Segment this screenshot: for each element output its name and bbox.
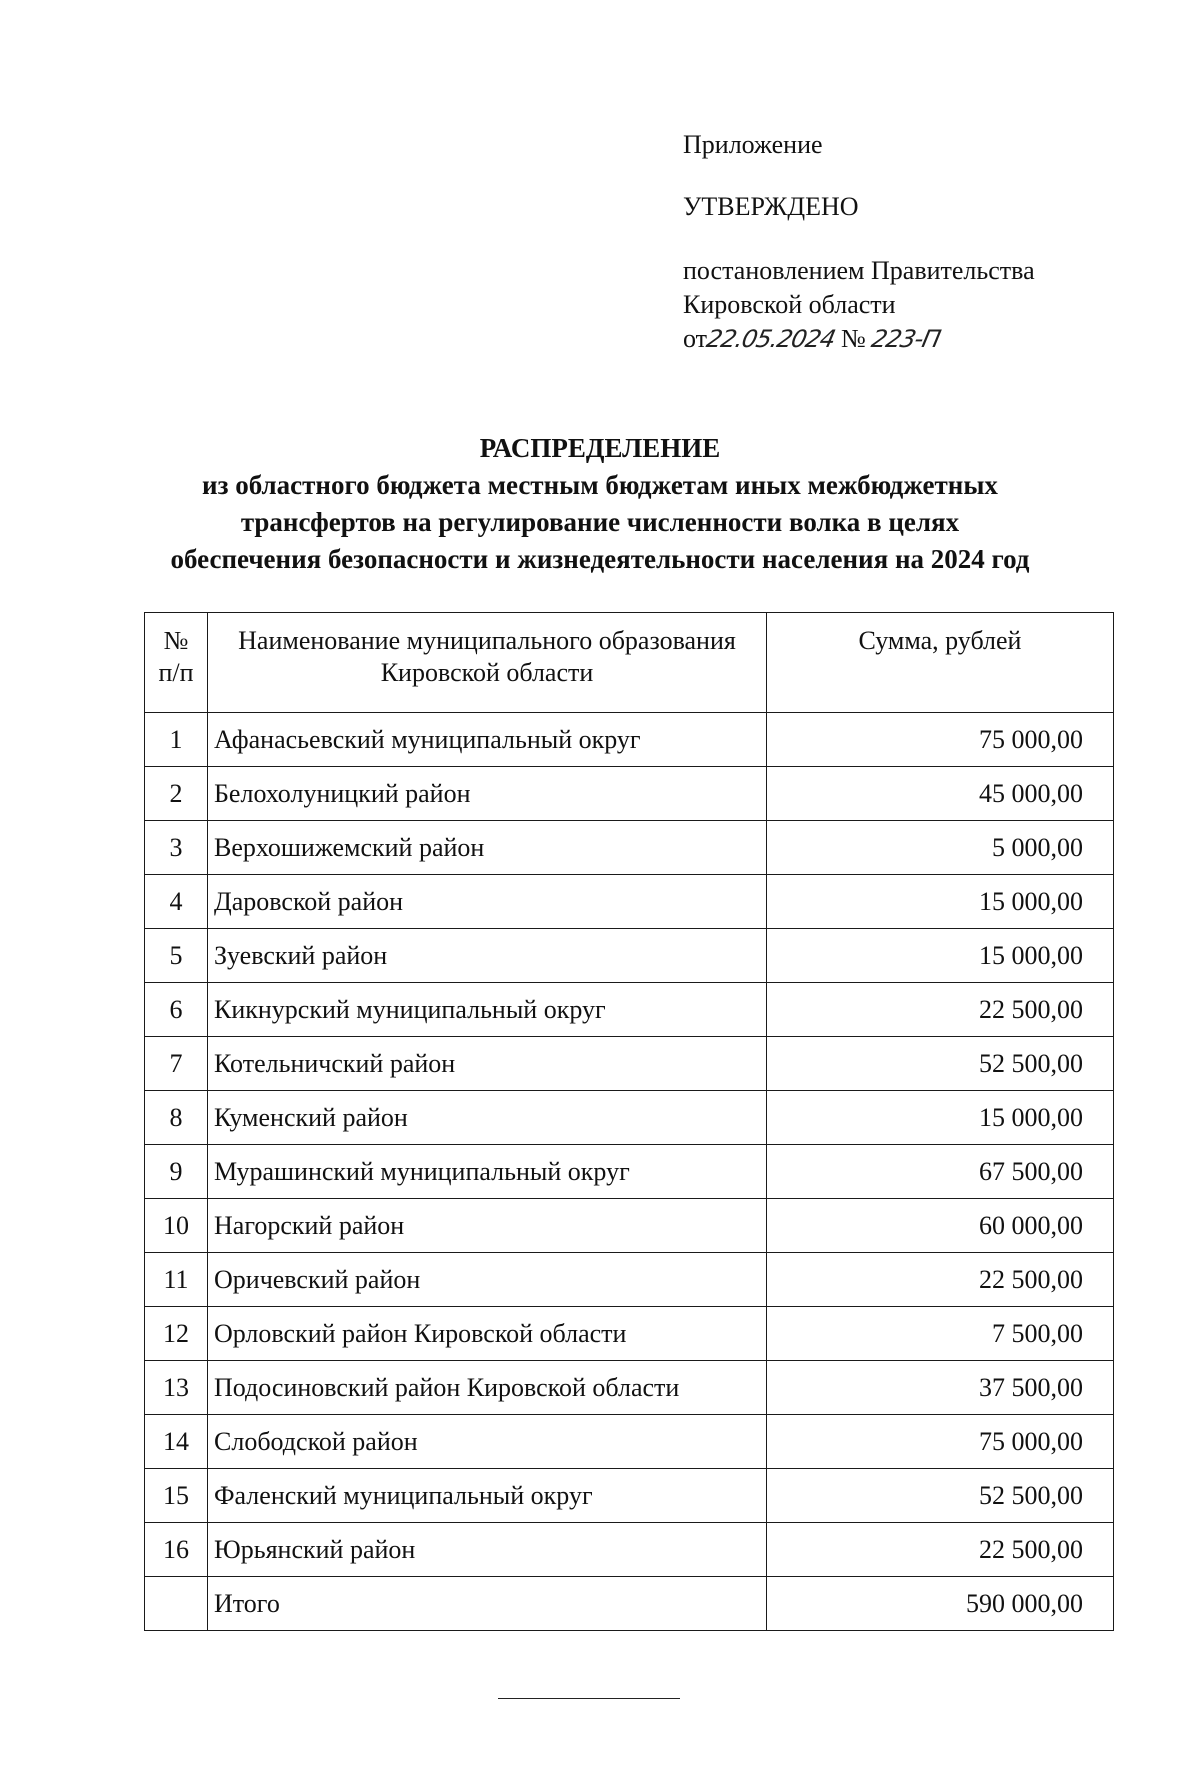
table-row (145, 821, 1114, 875)
table-total-row (145, 1577, 1114, 1631)
cell-num: 8 (145, 1091, 208, 1145)
table-row (145, 1415, 1114, 1469)
cell-sum: 7 500,00 (767, 1307, 1114, 1361)
header-sum-label: Сумма, рублей (858, 626, 1022, 655)
table-row (145, 1307, 1114, 1361)
cell-sum: 75 000,00 (767, 713, 1114, 767)
table-row (145, 767, 1114, 821)
cell-num: 11 (145, 1253, 208, 1307)
title-line-3: обеспечения безопасности и жизнедеятельности населения на 2024 год (170, 544, 1030, 574)
cell-sum: 15 000,00 (767, 875, 1114, 929)
cell-sum: 22 500,00 (767, 1523, 1114, 1577)
table-row (145, 1037, 1114, 1091)
cell-num (145, 1577, 208, 1631)
cell-num: 3 (145, 821, 208, 875)
cell-name: Верхошижемский район (208, 821, 767, 875)
title-line-1: из областного бюджета местным бюджетам иных межбюджетных (202, 470, 998, 500)
cell-sum: 45 000,00 (767, 767, 1114, 821)
handwritten-number: 223-П (869, 325, 943, 353)
handwritten-date: 22.05.2024 (704, 325, 838, 353)
header-name-line-2: Кировской области (380, 658, 594, 687)
resolution-date-number (683, 322, 1035, 356)
cell-name: Мурашинский муниципальный округ (208, 1145, 767, 1199)
cell-num: 10 (145, 1199, 208, 1253)
cell-num: 5 (145, 929, 208, 983)
cell-num: 12 (145, 1307, 208, 1361)
cell-sum: 15 000,00 (767, 1091, 1114, 1145)
approval-block (683, 128, 1035, 356)
table-row (145, 929, 1114, 983)
cell-sum: 52 500,00 (767, 1469, 1114, 1523)
resolution-line-2: Кировской области (683, 290, 896, 319)
cell-num: 16 (145, 1523, 208, 1577)
cell-num: 6 (145, 983, 208, 1037)
from-prefix: от (683, 324, 708, 353)
cell-num: 2 (145, 767, 208, 821)
closing-rule (498, 1698, 680, 1699)
distribution-table (144, 612, 1114, 1631)
table-row (145, 983, 1114, 1037)
cell-sum: 15 000,00 (767, 929, 1114, 983)
cell-name: Фаленский муниципальный округ (208, 1469, 767, 1523)
title-heading: РАСПРЕДЕЛЕНИЕ (479, 433, 721, 463)
title-line-2: трансфертов на регулирование численности волка в целях (240, 507, 960, 537)
cell-sum: 5 000,00 (767, 821, 1114, 875)
header-name (208, 613, 767, 713)
approved-label: УТВЕРЖДЕНО (683, 192, 859, 221)
table-header-row (145, 613, 1114, 713)
document-title (100, 430, 1100, 578)
cell-sum: 37 500,00 (767, 1361, 1114, 1415)
table-row (145, 1199, 1114, 1253)
cell-sum: 22 500,00 (767, 983, 1114, 1037)
resolution-line-1: постановлением Правительства (683, 256, 1035, 285)
header-num-line-1: № (163, 626, 189, 655)
table-row (145, 1361, 1114, 1415)
cell-num: 9 (145, 1145, 208, 1199)
cell-sum: 60 000,00 (767, 1199, 1114, 1253)
table-row (145, 1091, 1114, 1145)
cell-name: Афанасьевский муниципальный округ (208, 713, 767, 767)
cell-num: 15 (145, 1469, 208, 1523)
cell-name: Оричевский район (208, 1253, 767, 1307)
cell-name: Даровской район (208, 875, 767, 929)
cell-name: Итого (208, 1577, 767, 1631)
table-row (145, 1523, 1114, 1577)
cell-name: Котельничский район (208, 1037, 767, 1091)
cell-name: Куменский район (208, 1091, 767, 1145)
number-sign: № (840, 324, 866, 353)
appendix-label: Приложение (683, 130, 823, 159)
cell-name: Подосиновский район Кировской области (208, 1361, 767, 1415)
cell-name: Нагорский район (208, 1199, 767, 1253)
cell-sum: 52 500,00 (767, 1037, 1114, 1091)
cell-name: Слободской район (208, 1415, 767, 1469)
cell-num: 1 (145, 713, 208, 767)
cell-num: 14 (145, 1415, 208, 1469)
cell-sum: 590 000,00 (767, 1577, 1114, 1631)
header-sum (767, 613, 1114, 713)
cell-name: Орловский район Кировской области (208, 1307, 767, 1361)
cell-sum: 22 500,00 (767, 1253, 1114, 1307)
cell-sum: 67 500,00 (767, 1145, 1114, 1199)
cell-name: Юрьянский район (208, 1523, 767, 1577)
header-num (145, 613, 208, 713)
header-name-line-1: Наименование муниципального образования (238, 626, 736, 655)
table-row (145, 713, 1114, 767)
cell-name: Белохолуницкий район (208, 767, 767, 821)
header-num-line-2: п/п (158, 658, 194, 687)
table-row (145, 1253, 1114, 1307)
cell-name: Кикнурский муниципальный округ (208, 983, 767, 1037)
table-row (145, 1469, 1114, 1523)
cell-num: 4 (145, 875, 208, 929)
cell-sum: 75 000,00 (767, 1415, 1114, 1469)
table-body (145, 713, 1114, 1631)
table-row (145, 875, 1114, 929)
cell-num: 13 (145, 1361, 208, 1415)
cell-name: Зуевский район (208, 929, 767, 983)
table-row (145, 1145, 1114, 1199)
cell-num: 7 (145, 1037, 208, 1091)
